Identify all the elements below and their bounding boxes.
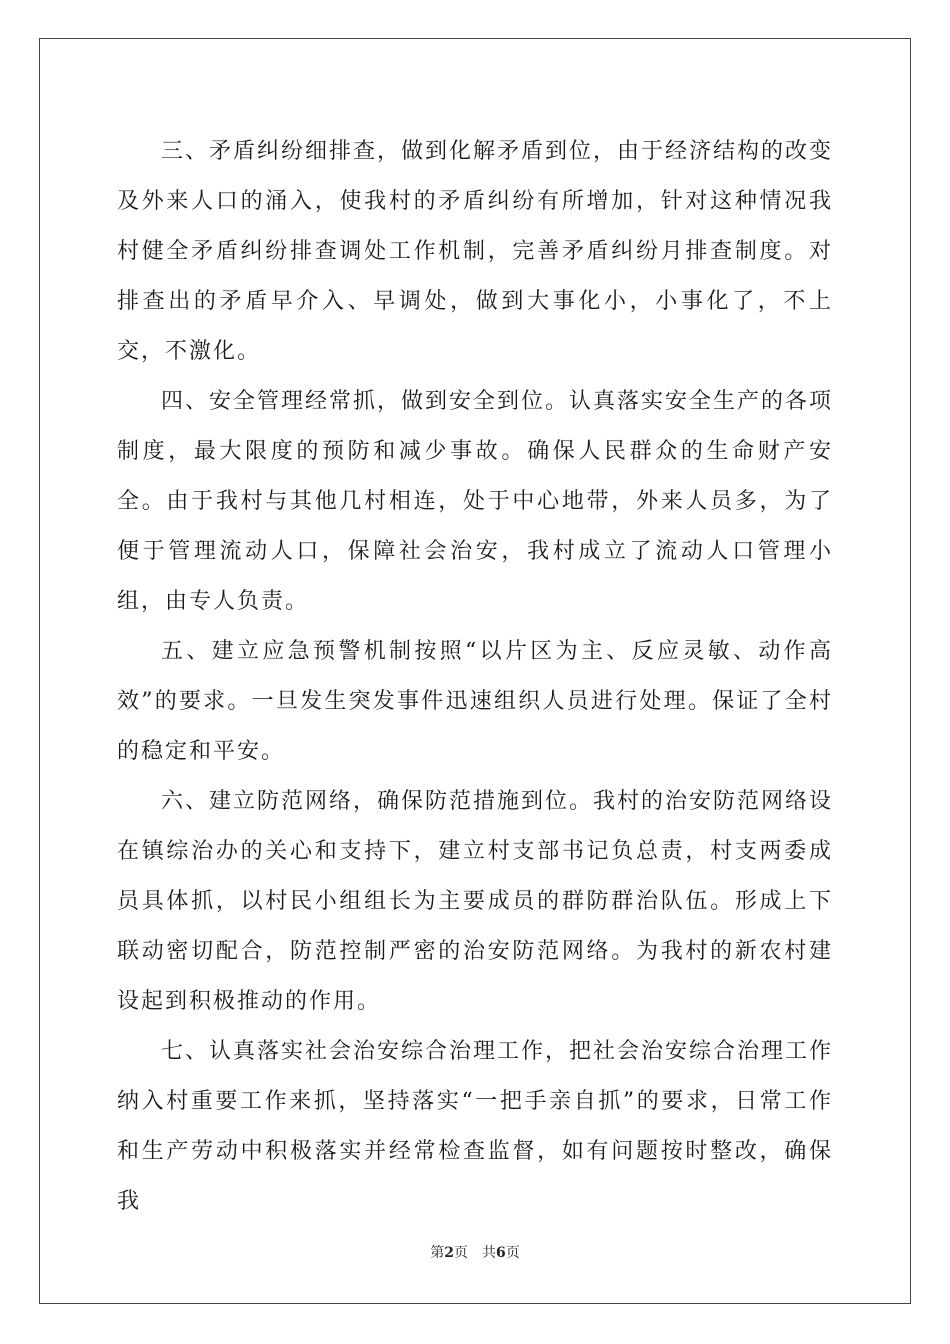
document-body: [117, 127, 833, 1227]
page-number: 2: [444, 1245, 454, 1261]
total-pages: 6: [496, 1245, 506, 1261]
paragraph-4: 四、安全管理经常抓，做到安全到位。认真落实安全生产的各项制度，最大限度的预防和减少事故。确保人民群众的生命财产安全。由于我村与其他几村相连，处于中心地带，外来人员多，为了便于管理流动人口，保障社会治安，我村成立了流动人口管理小组，由专人负责。: [117, 389, 834, 614]
paragraph-3: 三、矛盾纠纷细排查，做到化解矛盾到位，由于经济结构的改变及外来人口的涌入，使我村的矛盾纠纷有所增加，针对这种情况我村健全矛盾纠纷排查调处工作机制，完善矛盾纠纷月排查制度。对排查出的矛盾早介入、早调处，做到大事化小，小事化了，不上交，不激化。: [117, 139, 834, 364]
page-label: 第2页: [430, 1245, 468, 1261]
total-pages-label: 共6页: [482, 1245, 520, 1261]
page-footer: [0, 1242, 950, 1262]
paragraph-7: 七、认真落实社会治安综合治理工作，把社会治安综合治理工作纳入村重要工作来抓，坚持落实“一把手亲自抓”的要求，日常工作和生产劳动中积极落实并经常检查监督，如有问题按时整改，确保我: [117, 1039, 834, 1214]
paragraph-6: 六、建立防范网络，确保防范措施到位。我村的治安防范网络设在镇综治办的关心和支持下，建立村支部书记负总责，村支两委成员具体抓，以村民小组组长为主要成员的群防群治队伍。形成上下联动密切配合，防范控制严密的治安防范网络。为我村的新农村建设起到积极推动的作用。: [117, 789, 834, 1014]
paragraph-5: 五、建立应急预警机制按照“以片区为主、反应灵敏、动作高效”的要求。一旦发生突发事件迅速组织人员进行处理。保证了全村的稳定和平安。: [117, 639, 833, 764]
